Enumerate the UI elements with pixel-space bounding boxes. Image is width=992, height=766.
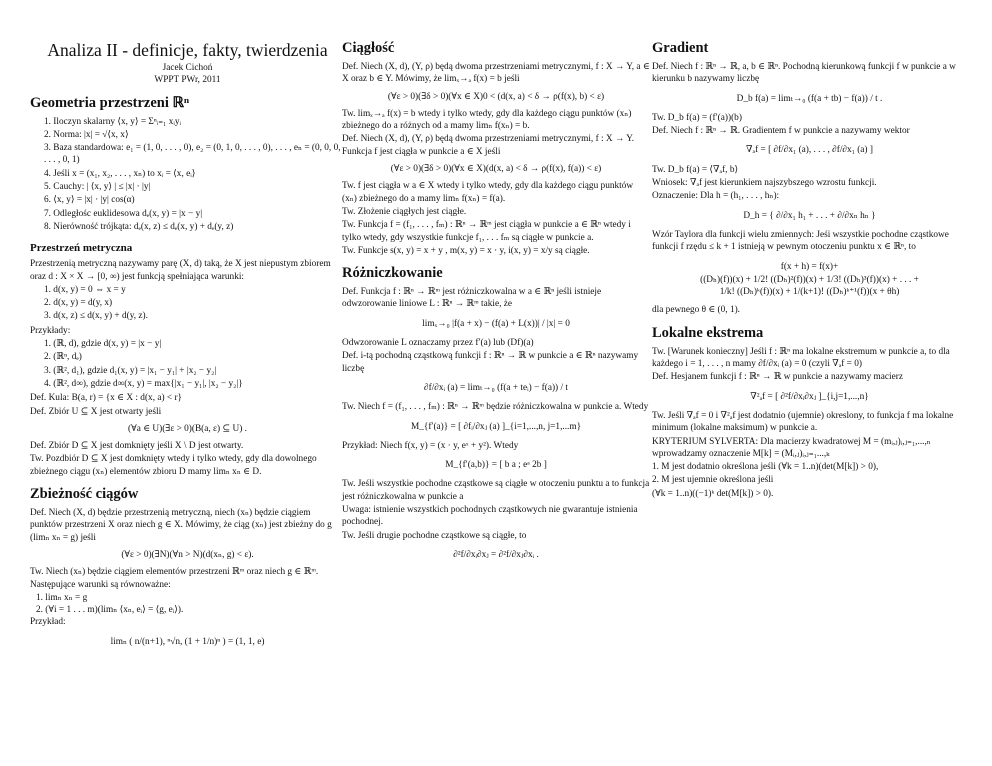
eq-taylor-2: ((Dₕ)(f))(x) + 1/2! ((Dₕ)²(f))(x) + 1/3! ((Dₕ)³(f))(x) + . . . + (700, 274, 919, 285)
eq-ciag: (∀ε > 0)(∃δ > 0)(∀x ∈ X)0 < (d(x, a) < δ → ρ(f(x), b) < ε) (387, 91, 605, 102)
def-kier: Def. Niech f : ℝⁿ → ℝ, a, b ∈ ℝⁿ. Pochodną kierunkową funkcji f w punkcie a w kierunku b nazywamy liczbę (652, 62, 956, 85)
tw-jacobi: Tw. Niech f = (f₁, . . . , fₘ) : ℝⁿ → ℝᵐ będzie różniczkowalna w punkcie a. Wtedy (342, 402, 649, 413)
list-item: 2. (ℝⁿ, dₑ) (44, 352, 82, 363)
tw-skladowe: Tw. Funkcja f = (f₁, . . . , fₘ) : ℝⁿ → ℝᵐ jest ciągła w punkcie a ∈ ℝⁿ wtedy i tylko wtedy, gdy wszystkie funkcje f₁, . . . fₘ są ciągłe w punkcie a. (342, 220, 631, 243)
list-item: 2. Norma: |x| = √⟨x, x⟩ (44, 129, 129, 140)
eq-otwarty: (∀a ∈ U)(∃ε > 0)(B(a, ε) ⊆ U) . (128, 423, 247, 434)
tw-list (36, 592, 345, 617)
list-item: 7. Odległośc euklidesowa dₑ(x, y) = |x − y| (44, 208, 203, 219)
tw-warunek: Tw. [Warunek konieczny] Jeśli f : ℝⁿ ma lokalne ekstremum w punkcie a, to dla każdego i = 1, . . . , n mamy ∂f/∂xᵢ (a) = 0 (czyli ∇ₐf = 0) (652, 346, 950, 370)
eq-example: limₙ ( n/(n+1), ⁿ√n, (1 + 1/n)ⁿ ) = (1, 1, e) (110, 636, 265, 647)
metr-intro: Przestrzenią metryczną nazywamy parę (X, d) taką, że X jest niepustym zbiorem oraz d : X × X → [0, ∞) jest funkcją spełniająca warunki: (30, 259, 331, 282)
author: Jacek Cichoń (162, 63, 213, 73)
eq-kier: D_b f(a) = limₜ→₀ (f(a + tb) − f(a)) / t . (736, 93, 883, 104)
section-gradient: Gradient (652, 40, 709, 56)
sylvester-3: (∀k = 1..n)((−1)ᵏ det(M[k]) > 0). (652, 488, 774, 499)
eq-rozn: limₓ→₀ |f(a + x) − (f(a) + L(x))| / |x| = 0 (422, 318, 570, 329)
list-item: 6. ⟨x, y⟩ = |x| · |y| cos(α) (44, 195, 135, 206)
def-zbior: Def. Zbiór U ⊆ X jest otwarty jeśli (30, 406, 162, 417)
list-item: 2. (∀i = 1 . . . m)(limₙ ⟨xₙ, eᵢ⟩ = ⟨g, eᵢ⟩). (36, 605, 184, 616)
document-title: Analiza II - definicje, fakty, twierdzenia (47, 40, 328, 60)
tw-zlozenie: Tw. Złożenie ciągłych jest ciągłe. (342, 206, 467, 217)
tw-grad: Tw. D_b f(a) = ⟨∇ₐf, b⟩ (652, 164, 739, 175)
eq-zbieznosc: (∀ε > 0)(∃N)(∀n > N)(d(xₙ, g) < ε). (121, 549, 254, 560)
subsection-metryczna: Przestrzeń metryczna (30, 242, 133, 255)
column-1 (30, 40, 345, 655)
eq-taylor-1: f(x + h) = f(x)+ (780, 261, 839, 272)
metr-list (44, 284, 345, 323)
def-czastkowa: Def. i-tą pochodną cząstkową funkcji f : ℝⁿ → ℝ w punkcie a ∈ ℝⁿ nazywamy liczbę (342, 351, 639, 374)
list-item: 1. d(x, y) = 0 ⇔ x = y (44, 284, 126, 295)
tw-ciag2: Tw. f jest ciągła w a ∈ X wtedy i tylko wtedy, gdy dla każdego ciągu punktów (xₙ) zbieżnego do a mamy limₙ f(xₙ) = f(a). (342, 181, 634, 204)
eq-ciag2: (∀ε > 0)(∃δ > 0)(∀x ∈ X)(d(x, a) < δ → ρ(f(x), f(a)) < ε) (390, 164, 602, 175)
eq-czastkowa: ∂f/∂xᵢ (a) = limₜ→₀ (f(a + teᵢ) − f(a)) / t (424, 382, 568, 393)
eq-dh: D_h = { ∂/∂x₁ h₁ + . . . + ∂/∂xₙ hₙ } (743, 210, 876, 221)
tw-ciaglosc-poch: Tw. Jeśli wszystkie pochodne cząstkowe są ciągłe w otoczeniu punktu a to funkcja jest różniczkowalna w punkcie a (342, 479, 650, 502)
def-grad: Def. Niech f : ℝⁿ → ℝ. Gradientem f w punkcie a nazywamy wektor (652, 126, 910, 137)
eq-schwarz: ∂²f/∂xᵢ∂xⱼ = ∂²f/∂xⱼ∂xᵢ . (453, 549, 539, 560)
section-zbieznosc: Zbieżność ciągów (30, 486, 139, 503)
list-item: 4. Jeśli x = (x₁, x₂, . . . , xₙ) to xᵢ = ⟨x, eᵢ⟩ (44, 168, 196, 179)
eq-hesjan: ∇²ₐf = [ ∂²f/∂xᵢ∂xⱼ ]_{i,j=1,...,n} (750, 391, 869, 402)
tw-hesjan: Tw. Jeśli ∇ₐf = 0 i ∇²ₐf jest dodatnio (ujemnie) okreslony, to funkcja f ma lokalne minimum (lokalne maksimum) w punkcie a. (652, 410, 954, 434)
wniosek: Wniosek: ∇ₐf jest kierunkiem najszybszego wzrostu funkcji. (652, 178, 877, 189)
tw-kier: Tw. D_b f(a) = (f′(a))(b) (652, 112, 742, 123)
eq-przyklad: M_{f′(a,b)} = [ b a ; eᵃ 2b ] (445, 460, 547, 471)
tw-ciag1: Tw. limₓ→ₐ f(x) = b wtedy i tylko wtedy, gdy dla każdego ciągu punktów (xₙ) zbieżnego do a różnych od a mamy limₙ f(xₙ) = b. (342, 108, 632, 132)
sylvester: KRYTERIUM SYLVERTA: Dla macierzy kwadratowej M = (mᵢ,ⱼ)ᵢ,ⱼ₌₁,...,ₙ wprowadzamy oznaczenie M[k] = (Mᵢ,ⱼ)ᵢ,ⱼ₌₁...,ₖ (652, 436, 931, 459)
sylvester-2: 2. M jest ujemnie określona jeśli (652, 475, 774, 486)
list-item: 1. Iloczyn skalarny ⟨x, y⟩ = Σⁿᵢ₌₁ xᵢyᵢ (44, 116, 182, 127)
eq-jacobi: M_{f′(a)} = [ ∂fᵢ/∂xⱼ (a) ]_{i=1,...,n, j=1,...m} (410, 421, 582, 432)
example-label: Przykład: (30, 617, 66, 628)
section-ciaglosc: Ciągłość (342, 40, 395, 56)
list-item: 3. d(x, z) ≤ d(x, y) + d(y, z). (44, 311, 148, 322)
eq-taylor-3: 1/k! ((Dₕ)ᵏ(f))(x) + 1/(k+1)! ((Dₕ)ᵏ⁺¹(f))(x + θh) (719, 287, 900, 298)
column-3 (652, 40, 967, 501)
list-item: 8. Nierówność trójkąta: dₑ(x, z) ≤ dₑ(x, y) + dₑ(y, z) (44, 221, 234, 232)
list-item: 1. limₙ xₙ = g (36, 592, 88, 603)
section-ekstrema: Lokalne ekstrema (652, 324, 764, 341)
def-zbieznosc: Def. Niech (X, d) będzie przestrzenią metryczną, niech (xₙ) będzie ciągiem punktów przestrzeni X oraz niech g ∈ X. Mówimy, że ciąg (xₙ) jest zbieżny do g (limₙ xₙ = g) jeśli (30, 508, 332, 543)
uwaga: Uwaga: istnienie wszystkich pochodnych cząstkowych nie gwarantuje istnienia pochodnej. (342, 505, 638, 528)
tw-schwarz: Tw. Jeśli drugie pochodne cząstkowe są ciągłe, to (342, 530, 527, 541)
list-item: 4. (ℝ², d∞), gdzie d∞(x, y) = max{|x₁ − y₁|, |x₂ − y₂|} (44, 378, 243, 389)
def-hesjan: Def. Hesjanem funkcji f : ℝⁿ → ℝ w punkcie a nazywamy macierz (652, 372, 903, 383)
przyklad: Przykład: Niech f(x, y) = (x · y, eˣ + y²). Wtedy (342, 440, 519, 451)
section-geometria: Geometria przestrzeni ℝⁿ (30, 94, 190, 111)
eq-grad: ∇ₐf = [ ∂f/∂x₁ (a), . . . , ∂f/∂x₁ (a) ] (746, 145, 873, 156)
examples-list (44, 338, 345, 390)
column-2 (342, 40, 650, 568)
taylor: Wzór Taylora dla funkcji wielu zmiennych: Jeśi wszystkie pochodne cząstkowe funkcji f rzędu ≤ k + 1 istnieją w pewnym otoczeniu punktu x ∈ ℝⁿ, to (652, 229, 949, 253)
geometria-list (44, 116, 345, 234)
list-item: 5. Cauchy: | ⟨x, y⟩ | ≤ |x| · |y| (44, 182, 151, 193)
rozn-ozn: Odwzorowanie L oznaczamy przez f′(a) lub (Df)(a) (342, 338, 534, 349)
tw-dzialania: Tw. Funkcje s(x, y) = x + y , m(x, y) = x · y, i(x, y) = x/y są ciągłe. (342, 245, 590, 256)
def-domkniety: Def. Zbiór D ⊆ X jest domknięty jeśli X \ D jest otwarty. (30, 441, 244, 452)
examples-label: Przykłady: (30, 325, 71, 336)
taylor-theta: dla pewnego θ ∈ (0, 1). (652, 305, 741, 316)
list-item: 3. (ℝ², d₁), gdzie d₁(x, y) = |x₁ − y₁| + |x₂ − y₂| (44, 365, 217, 376)
def-ciag: Def. Niech (X, d), (Y, ρ) będą dwoma przestrzeniami metrycznymi, f : X → Y, a ∈ X oraz b ∈ Y. Mówimy, że limₓ→ₐ f(x) = b jeśli (342, 62, 650, 85)
oznaczenie: Oznaczenie: Dla h = (h₁, . . . , hₙ): (652, 191, 780, 202)
def-ciag2: Def. Niech (X, d), (Y, ρ) będą dwoma przestrzeniami metrycznymi, f : X → Y. Funkcja f jest ciągła w punkcie a ∈ X jeśli (342, 134, 635, 157)
list-item: 3. Baza standardowa: e₁ = (1, 0, . . . , 0), e₂ = (0, 1, 0, . . . , 0), . . . , eₙ = (0, 0, 0, . . . , 0, 1) (44, 143, 341, 166)
def-rozn: Def. Funkcja f : ℝⁿ → ℝᵐ jest różniczkowalna w a ∈ ℝⁿ jeśli istnieje odwzorowanie liniowe L : ℝⁿ → ℝᵐ takie, że (342, 287, 602, 310)
tw-domkniety: Tw. Pozdbiór D ⊆ X jest domknięty wtedy i tylko wtedy, gdy dla dowolnego zbieżnego ciągu (xₙ) elementów zbioru D mamy limₙ xₙ ∈ D. (30, 454, 317, 477)
def-kula: Def. Kula: B(a, r) = {x ∈ X : d(x, a) < r} (30, 393, 183, 404)
list-item: 2. d(x, y) = d(y, x) (44, 298, 113, 309)
tw-zbieznosc: Tw. Niech (xₙ) będzie ciągiem elementów przestrzeni ℝᵐ oraz niech g ∈ ℝᵐ. Następujące warunki są równoważne: (30, 567, 319, 590)
section-rozniczkowanie: Różniczkowanie (342, 265, 443, 282)
sylvester-1: 1. M jest dodatnio określona jeśli (∀k = 1..n)(det(M[k]) > 0), (652, 462, 879, 473)
list-item: 1. (ℝ, d), gdzie d(x, y) = |x − y| (44, 339, 162, 350)
affiliation: WPPT PWr, 2011 (154, 75, 221, 86)
